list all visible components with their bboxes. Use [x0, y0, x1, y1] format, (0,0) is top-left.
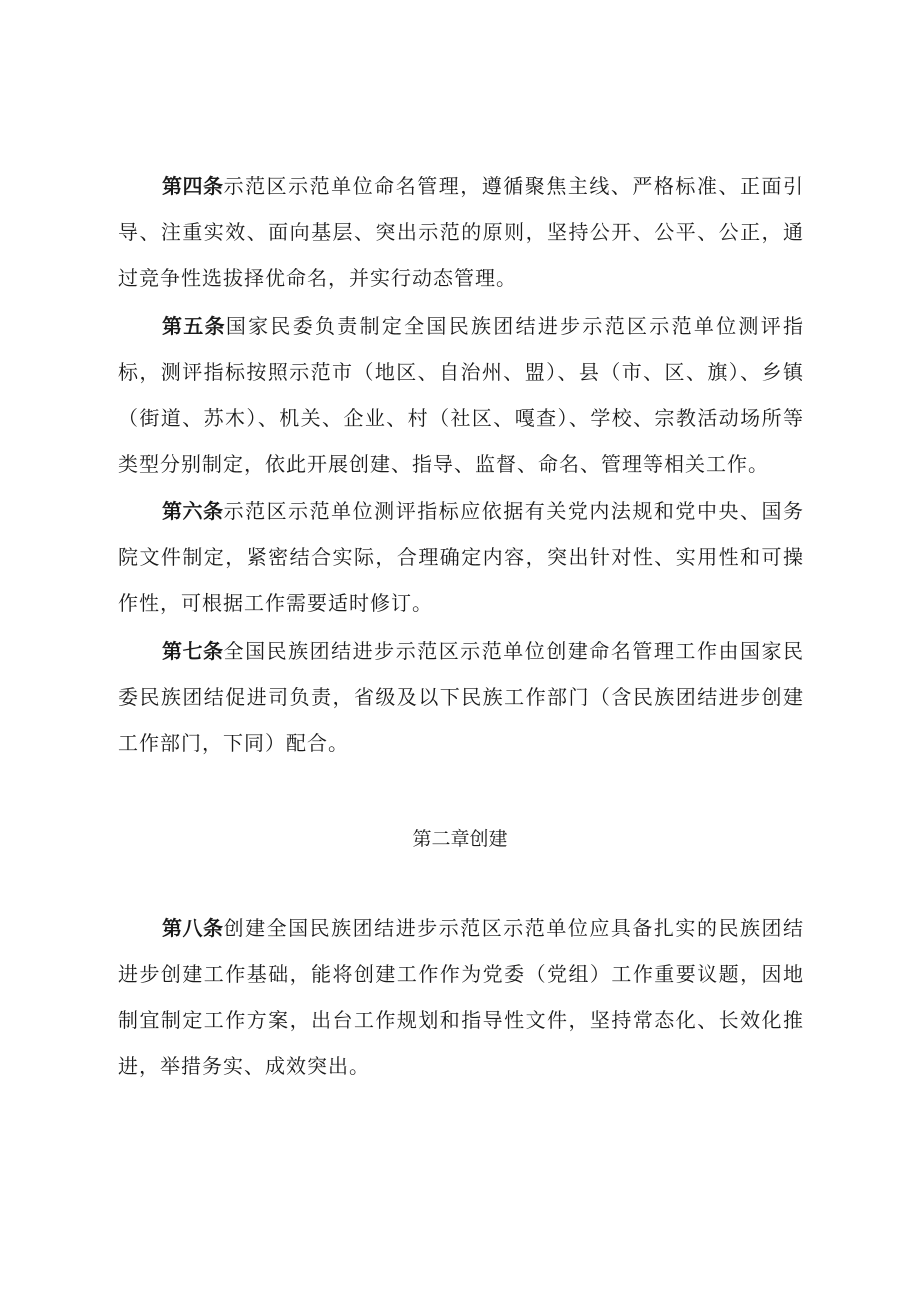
- article-7-text: 全国民族团结进步示范区示范单位创建命名管理工作由国家民委民族团结促进司负责，省级及以下民族工作部门（含民族团结进步创建工作部门，下同）配合。: [118, 639, 805, 755]
- article-4-text: 示范区示范单位命名管理，遵循聚焦主线、严格标准、正面引导、注重实效、面向基层、突出示范的原则，坚持公开、公平、公正，通过竞争性选拔择优命名，并实行动态管理。: [118, 174, 805, 290]
- article-6: [118, 488, 804, 626]
- article-6-text: 示范区示范单位测评指标应依据有关党内法规和党中央、国务院文件制定，紧密结合实际，合理确定内容，突出针对性、实用性和可操作性，可根据工作需要适时修订。: [118, 499, 805, 615]
- article-5: [118, 303, 804, 487]
- article-6-number: 第六条: [162, 499, 224, 523]
- article-7-number: 第七条: [162, 639, 224, 663]
- article-4: [118, 163, 804, 301]
- article-8: [118, 905, 804, 1089]
- article-7: [118, 628, 804, 766]
- chapter-heading: 第二章创建: [412, 828, 508, 850]
- article-5-text: 国家民委负责制定全国民族团结进步示范区示范单位测评指标，测评指标按照示范市（地区、自治州、盟）、县（市、区、旗）、乡镇（街道、苏木）、机关、企业、村（社区、嘎查）、学校、宗教活动场所等类型分别制定，依此开展创建、指导、监督、命名、管理等相关工作。: [118, 314, 805, 476]
- article-5-number: 第五条: [162, 314, 226, 338]
- article-8-number: 第八条: [162, 916, 224, 940]
- article-4-number: 第四条: [162, 174, 224, 198]
- article-8-text: 创建全国民族团结进步示范区示范单位应具备扎实的民族团结进步创建工作基础，能将创建工作作为党委（党组）工作重要议题，因地制宜制定工作方案，出台工作规划和指导性文件，坚持常态化、长效化推进，举措务实、成效突出。: [118, 916, 805, 1078]
